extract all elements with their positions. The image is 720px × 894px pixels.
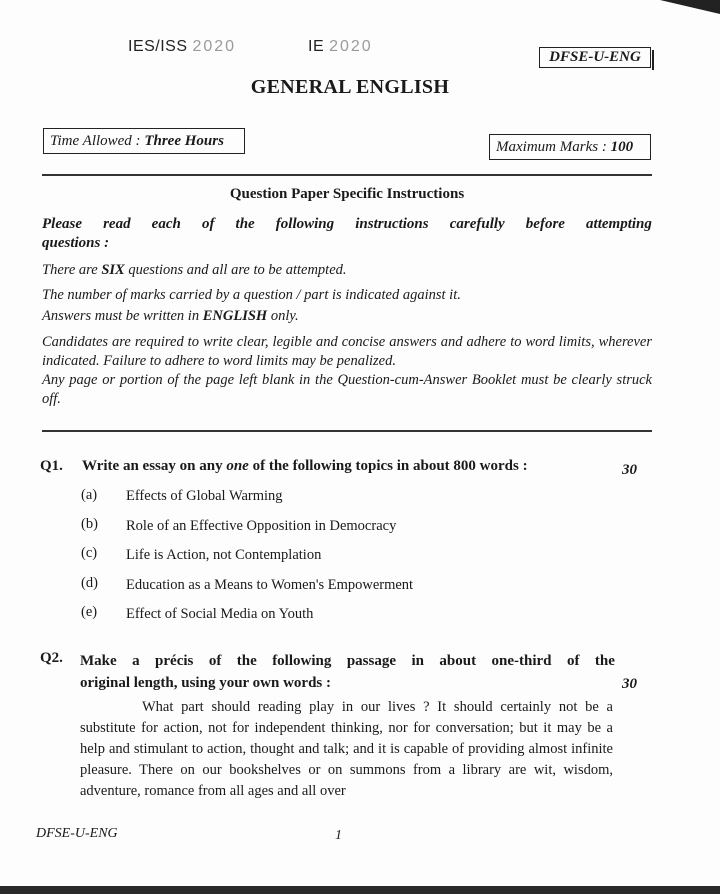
paper-code: DFSE-U-ENG bbox=[549, 49, 641, 65]
word: about bbox=[439, 653, 477, 669]
instruction-bold: ENGLISH bbox=[202, 308, 268, 324]
question-1-text-post: of the following topics in about 800 words : bbox=[248, 458, 528, 474]
word: each bbox=[151, 216, 181, 232]
question-2-line-2: original length, using your own words : bbox=[80, 675, 332, 691]
instruction-item bbox=[42, 333, 652, 371]
instruction-bold: SIX bbox=[101, 262, 125, 278]
exam-code-2-prefix: IE bbox=[308, 38, 325, 55]
question-2-line-1 bbox=[80, 650, 615, 672]
question-2-text bbox=[80, 650, 615, 694]
paper-code-box bbox=[539, 47, 651, 68]
word: the bbox=[236, 653, 257, 669]
exam-code-2 bbox=[308, 38, 373, 56]
word: passage bbox=[346, 653, 396, 669]
word: the bbox=[594, 653, 615, 669]
please-read-line-1 bbox=[42, 215, 652, 234]
option-text: Effects of Global Warming bbox=[126, 488, 283, 504]
word: carefully bbox=[449, 216, 505, 232]
word: attempting bbox=[586, 216, 652, 232]
option-label: (a) bbox=[81, 487, 98, 503]
word: précis bbox=[155, 653, 194, 669]
corner-fold-mark bbox=[660, 0, 720, 14]
please-read-line-2: questions : bbox=[42, 235, 110, 251]
page-number: 1 bbox=[335, 828, 342, 843]
option-text: Role of an Effective Opposition in Democracy bbox=[126, 518, 397, 534]
option-text: Life is Action, not Contemplation bbox=[126, 547, 322, 563]
maximum-marks-value: 100 bbox=[610, 139, 634, 155]
word: read bbox=[103, 216, 131, 232]
divider-middle bbox=[42, 430, 652, 432]
option-label: (c) bbox=[81, 545, 98, 561]
word: one-third bbox=[491, 653, 552, 669]
instruction-text: only. bbox=[267, 308, 299, 324]
instruction-item bbox=[42, 371, 652, 409]
option-label: (e) bbox=[81, 604, 98, 620]
question-1-text-emphasis: one bbox=[226, 458, 249, 474]
exam-code-1-smudge: 2020 bbox=[192, 38, 237, 55]
question-1-number: Q1. bbox=[40, 458, 63, 474]
question-2-number: Q2. bbox=[40, 650, 63, 666]
option-label: (d) bbox=[81, 575, 98, 591]
word: following bbox=[272, 653, 332, 669]
instruction-text: Candidates are required to write clear, legible and concise answers and adhere to word limits, wherever indicated. Failure to adhere to word limits may be penalized. bbox=[42, 334, 652, 369]
instruction-item bbox=[42, 286, 652, 305]
time-allowed-value: Three Hours bbox=[144, 133, 224, 149]
word: Please bbox=[42, 216, 82, 232]
option-text: Education as a Means to Women's Empowerment bbox=[126, 577, 414, 593]
option-text: Effect of Social Media on Youth bbox=[126, 606, 314, 622]
instructions-heading: Question Paper Specific Instructions bbox=[229, 186, 465, 202]
word: instructions bbox=[355, 216, 429, 232]
instruction-item bbox=[42, 307, 652, 326]
word: before bbox=[525, 216, 565, 232]
divider-top bbox=[42, 174, 652, 176]
time-allowed-box bbox=[43, 128, 245, 154]
instruction-text: Answers must be written in bbox=[42, 308, 203, 324]
footer-paper-code: DFSE-U-ENG bbox=[36, 826, 118, 841]
word: of bbox=[566, 653, 580, 669]
question-2-marks: 30 bbox=[622, 676, 637, 692]
exam-code-2-smudge: 2020 bbox=[329, 38, 373, 55]
word: of bbox=[201, 216, 215, 232]
word: following bbox=[275, 216, 335, 232]
instruction-text: There are bbox=[42, 262, 102, 278]
question-1-marks: 30 bbox=[622, 462, 637, 478]
instruction-text: Any page or portion of the page left blank in the Question-cum-Answer Booklet must be clearly struck off. bbox=[42, 372, 652, 407]
option-label: (b) bbox=[81, 516, 98, 532]
scan-bottom-edge bbox=[0, 886, 720, 894]
precis-passage: What part should reading play in our lives ? It should certainly not be a substitute for action, not for independent thinking, nor for conversation; but it may be a help and stimulant to action, thought and talk; and it is capable of providing almost infinite pleasure. There on our bookshelves or on summons from a library are wit, wisdom, adventure, romance from all ages and all over bbox=[80, 699, 613, 799]
instruction-text: questions and all are to be attempted. bbox=[124, 262, 347, 278]
question-1-text bbox=[82, 458, 528, 475]
please-read-note bbox=[42, 215, 652, 253]
exam-code-1 bbox=[128, 38, 236, 56]
word: a bbox=[132, 653, 140, 669]
instruction-item bbox=[42, 261, 652, 280]
question-1-text-pre: Write an essay on any bbox=[82, 458, 227, 474]
word: the bbox=[235, 216, 255, 232]
exam-code-1-prefix: IES/ISS bbox=[128, 38, 188, 55]
word: of bbox=[208, 653, 222, 669]
time-allowed-label: Time Allowed : bbox=[50, 133, 141, 149]
instruction-text: The number of marks carried by a question / part is indicated against it. bbox=[42, 287, 461, 303]
maximum-marks-label: Maximum Marks : bbox=[496, 139, 607, 155]
word: in bbox=[411, 653, 424, 669]
paper-title: GENERAL ENGLISH bbox=[250, 76, 450, 98]
word: Make bbox=[80, 653, 117, 669]
maximum-marks-box bbox=[489, 134, 651, 160]
